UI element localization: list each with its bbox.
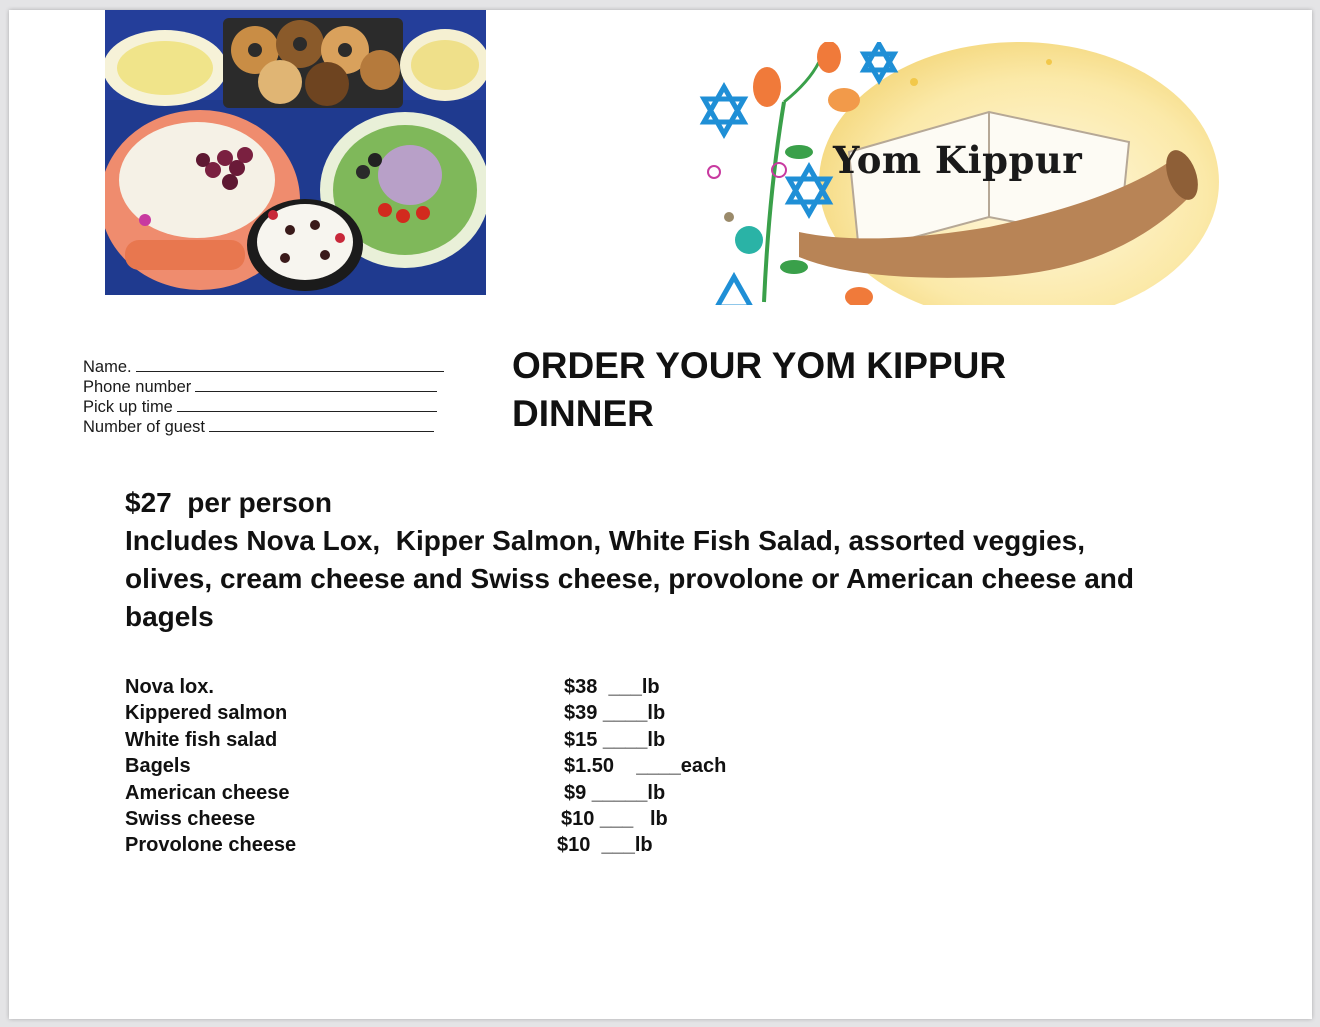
- form-label: Number of guest: [83, 418, 205, 436]
- list-item: [125, 674, 765, 700]
- menu-item-price: $9 _____lb: [564, 781, 666, 804]
- menu-item-name: Kippered salmon: [125, 702, 288, 725]
- title-line-1: ORDER YOUR YOM KIPPUR: [512, 345, 1007, 386]
- list-item: [125, 753, 765, 779]
- menu-list: [125, 674, 765, 859]
- name-field-line[interactable]: [136, 357, 444, 372]
- menu-item-name: White fish salad: [125, 728, 278, 751]
- menu-item-name: Swiss cheese: [125, 807, 256, 830]
- menu-item-name: Nova lox.: [125, 676, 214, 698]
- banner-title: Yom Kippur: [833, 138, 1083, 182]
- form-label: Phone number: [83, 378, 192, 396]
- menu-item-price: $15 ____lb: [564, 728, 666, 751]
- menu-item-name: Bagels: [125, 755, 191, 778]
- food-platter-photo: [105, 10, 486, 295]
- list-item: [125, 727, 765, 753]
- form-row-pickup[interactable]: [83, 397, 444, 417]
- pricing-block: [125, 484, 1165, 636]
- menu-item-name: American cheese: [125, 781, 290, 804]
- food-platter-illustration: [105, 10, 486, 295]
- form-row-phone[interactable]: [83, 377, 444, 397]
- yom-kippur-banner: [689, 42, 1229, 305]
- page-title: [512, 342, 1006, 438]
- guests-field-line[interactable]: [209, 417, 434, 432]
- form-label: Name.: [83, 358, 132, 376]
- menu-item-price: $1.50 ____each: [564, 755, 727, 778]
- pickup-field-line[interactable]: [177, 397, 437, 412]
- menu-item-name: Provolone cheese: [125, 834, 297, 857]
- form-label: Pick up time: [83, 398, 173, 416]
- list-item: [125, 700, 765, 726]
- title-line-2: DINNER: [512, 393, 654, 434]
- form-row-guests[interactable]: [83, 417, 444, 437]
- order-form: [83, 357, 444, 437]
- includes-text: Includes Nova Lox, Kipper Salmon, White Fish Salad, assorted veggies, olives, cream cheese and Swiss cheese, provolone or American cheese and bagels: [125, 525, 1142, 632]
- phone-field-line[interactable]: [195, 377, 437, 392]
- menu-item-price: $38 ___lb: [564, 676, 660, 698]
- per-person-price: $27 per person: [125, 487, 332, 518]
- form-row-name[interactable]: [83, 357, 444, 377]
- document-page: [9, 10, 1312, 1019]
- list-item: [125, 780, 765, 806]
- menu-item-price: $10 ___lb: [557, 834, 653, 857]
- list-item: [125, 806, 765, 832]
- menu-item-price: $39 ____lb: [564, 702, 666, 725]
- menu-item-price: $10 ___ lb: [561, 807, 668, 830]
- list-item: [125, 832, 765, 858]
